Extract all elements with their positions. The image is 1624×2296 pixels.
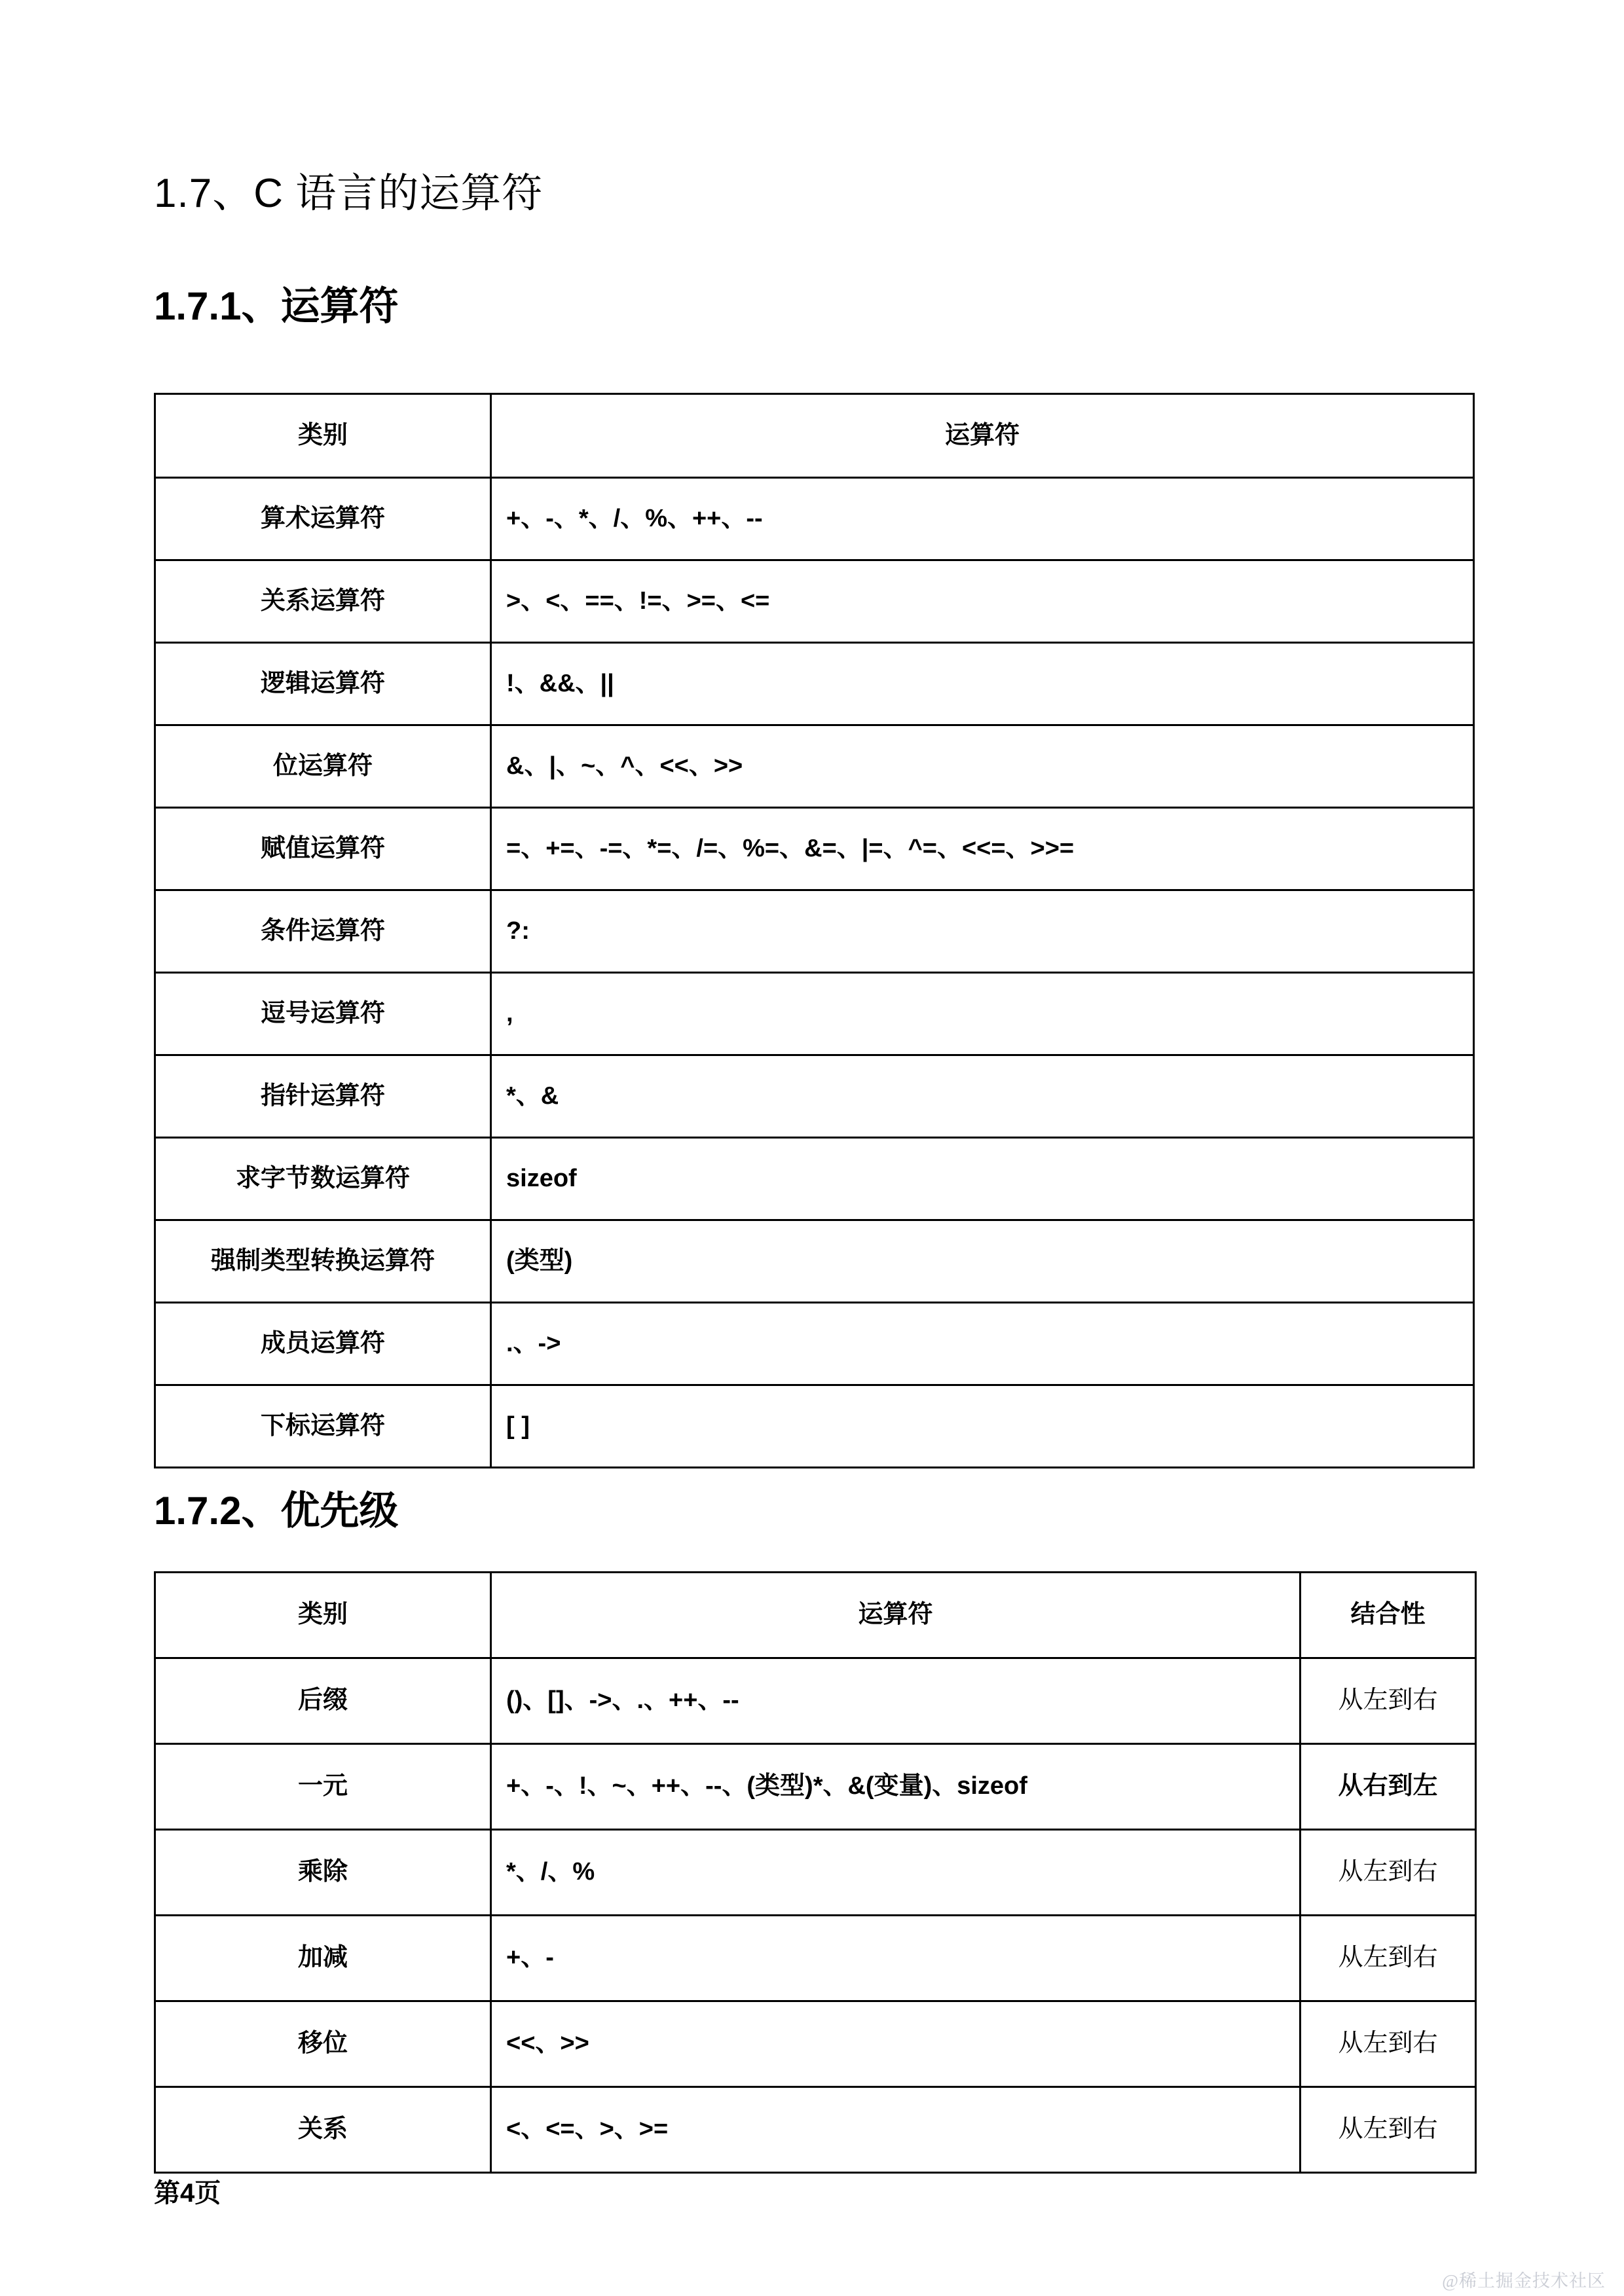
- cell-operators: ()、[]、->、.、++、--: [491, 1658, 1301, 1744]
- cell-operators: (类型): [491, 1220, 1474, 1303]
- table-row: [155, 560, 1474, 643]
- operators-table: [154, 393, 1475, 1468]
- cell-operators: sizeof: [491, 1138, 1474, 1220]
- cell-category: 逻辑运算符: [155, 643, 491, 725]
- table-row: [155, 2087, 1476, 2173]
- cell-associativity: 从左到右: [1301, 2087, 1476, 2173]
- table-header-row: [155, 1573, 1476, 1658]
- cell-category: 逗号运算符: [155, 973, 491, 1055]
- cell-associativity: 从左到右: [1301, 2001, 1476, 2087]
- cell-category: 成员运算符: [155, 1303, 491, 1385]
- cell-associativity: 从左到右: [1301, 1658, 1476, 1744]
- cell-category: 求字节数运算符: [155, 1138, 491, 1220]
- table-row: [155, 973, 1474, 1055]
- table-row: [155, 890, 1474, 973]
- cell-category: 后缀: [155, 1658, 491, 1744]
- cell-category: 关系: [155, 2087, 491, 2173]
- cell-category: 加减: [155, 1916, 491, 2001]
- operators-table-head: [155, 394, 1474, 478]
- cell-operators: =、+=、-=、*=、/=、%=、&=、|=、^=、<<=、>>=: [491, 808, 1474, 890]
- operators-table-body: [155, 478, 1474, 1468]
- column-header-operators: 运算符: [491, 1573, 1301, 1658]
- table-row: [155, 1658, 1476, 1744]
- table-row: [155, 1744, 1476, 1830]
- cell-category: 一元: [155, 1744, 491, 1830]
- cell-category: 乘除: [155, 1830, 491, 1916]
- table-row: [155, 1220, 1474, 1303]
- cell-category: 算术运算符: [155, 478, 491, 560]
- cell-category: 赋值运算符: [155, 808, 491, 890]
- table-row: [155, 725, 1474, 808]
- table-row: [155, 1138, 1474, 1220]
- cell-category: 位运算符: [155, 725, 491, 808]
- precedence-table-head: [155, 1573, 1476, 1658]
- table-header-row: [155, 394, 1474, 478]
- table-row: [155, 643, 1474, 725]
- table-row: [155, 1303, 1474, 1385]
- cell-operators: +、-、!、~、++、--、(类型)*、&(变量)、sizeof: [491, 1744, 1301, 1830]
- cell-operators: ,: [491, 973, 1474, 1055]
- cell-category: 关系运算符: [155, 560, 491, 643]
- cell-category: 条件运算符: [155, 890, 491, 973]
- cell-operators: <<、>>: [491, 2001, 1301, 2087]
- table-row: [155, 808, 1474, 890]
- cell-operators: +、-: [491, 1916, 1301, 2001]
- table-row: [155, 2001, 1476, 2087]
- cell-operators: *、&: [491, 1055, 1474, 1138]
- page-title: 1.7、C 语言的运算符: [154, 171, 544, 216]
- cell-category: 指针运算符: [155, 1055, 491, 1138]
- cell-associativity: 从右到左: [1301, 1744, 1476, 1830]
- column-header-operators: 运算符: [491, 394, 1474, 478]
- section-heading-precedence: 1.7.2、优先级: [154, 1489, 399, 1533]
- table-row: [155, 478, 1474, 560]
- table-row: [155, 1916, 1476, 2001]
- section-heading-operators: 1.7.1、运算符: [154, 284, 399, 328]
- cell-associativity: 从左到右: [1301, 1830, 1476, 1916]
- cell-operators: [ ]: [491, 1385, 1474, 1468]
- precedence-table-body: [155, 1658, 1476, 2173]
- column-header-associativity: 结合性: [1301, 1573, 1476, 1658]
- column-header-category: 类别: [155, 1573, 491, 1658]
- table-row: [155, 1055, 1474, 1138]
- cell-associativity: 从左到右: [1301, 1916, 1476, 2001]
- column-header-category: 类别: [155, 394, 491, 478]
- cell-category: 强制类型转换运算符: [155, 1220, 491, 1303]
- precedence-table: [154, 1571, 1477, 2174]
- table-row: [155, 1830, 1476, 1916]
- cell-operators: !、&&、||: [491, 643, 1474, 725]
- page-number-footer: 第4页: [154, 2179, 221, 2208]
- cell-operators: ?:: [491, 890, 1474, 973]
- cell-operators: >、<、==、!=、>=、<=: [491, 560, 1474, 643]
- cell-category: 下标运算符: [155, 1385, 491, 1468]
- cell-category: 移位: [155, 2001, 491, 2087]
- cell-operators: &、|、~、^、<<、>>: [491, 725, 1474, 808]
- cell-operators: .、->: [491, 1303, 1474, 1385]
- cell-operators: +、-、*、/、%、++、--: [491, 478, 1474, 560]
- cell-operators: *、/、%: [491, 1830, 1301, 1916]
- cell-operators: <、<=、>、>=: [491, 2087, 1301, 2173]
- table-row: [155, 1385, 1474, 1468]
- watermark-label: @稀土掘金技术社区: [1442, 2271, 1606, 2291]
